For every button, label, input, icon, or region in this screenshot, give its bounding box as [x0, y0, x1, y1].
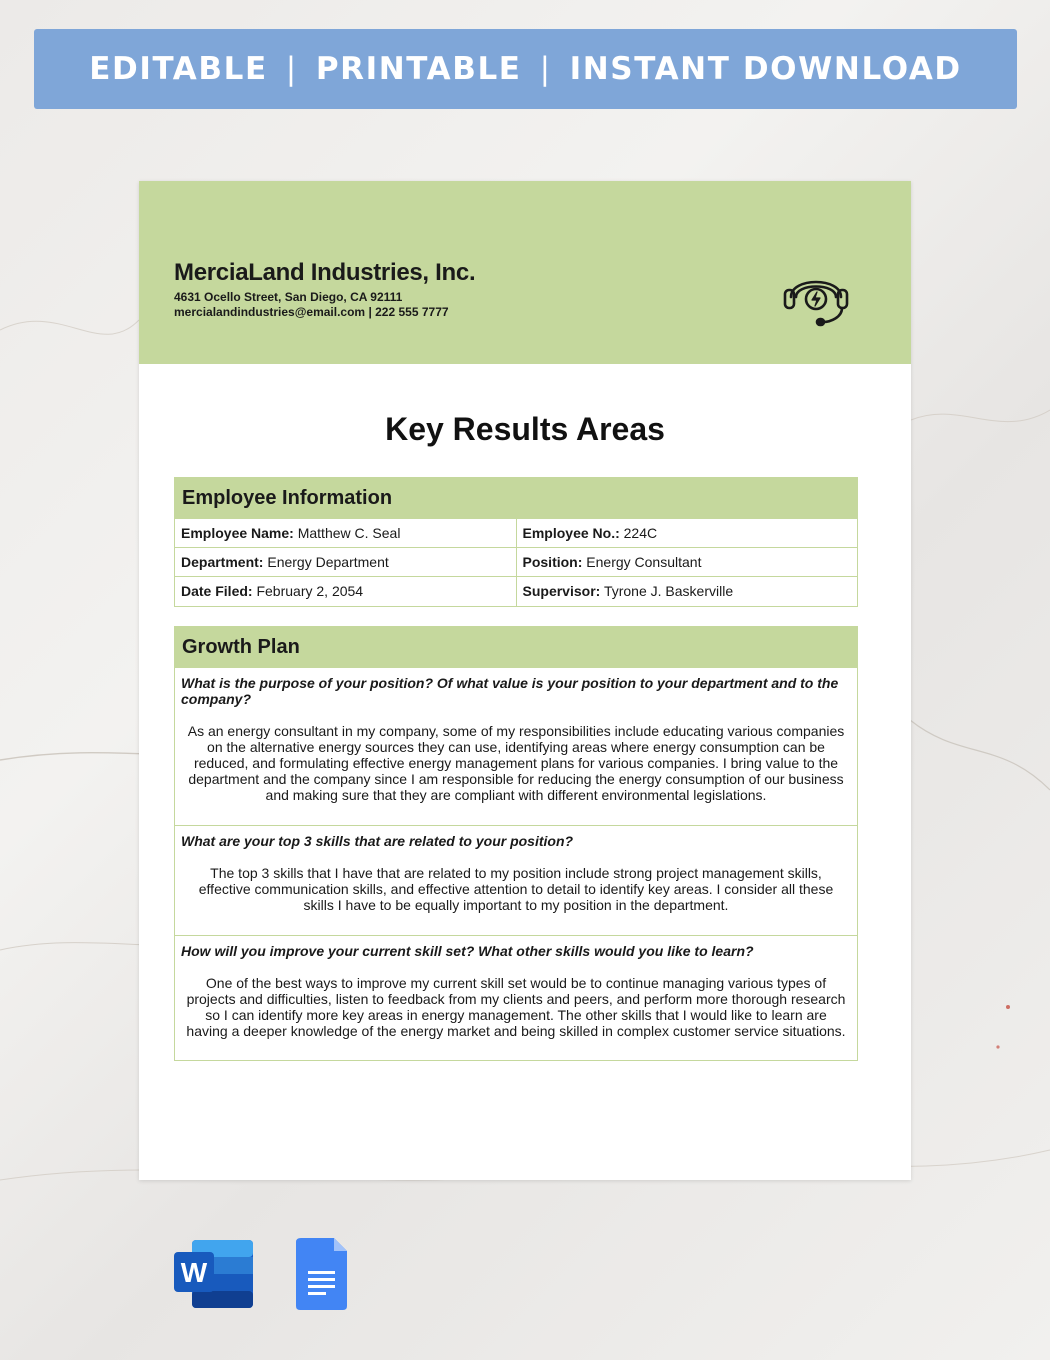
date-filed-cell: Date Filed: February 2, 2054	[175, 577, 516, 606]
google-docs-icon	[296, 1238, 347, 1310]
growth-plan-item	[175, 667, 857, 825]
employee-info-section	[174, 477, 858, 607]
employee-name-cell: Employee Name: Matthew C. Seal	[175, 519, 516, 548]
company-address: 4631 Ocello Street, San Diego, CA 92111	[174, 290, 403, 304]
growth-plan-section	[174, 626, 858, 1061]
question-text: What is the purpose of your position? Of what value is your position to your department and to the company?	[181, 675, 839, 707]
company-name: MerciaLand Industries, Inc.	[174, 259, 476, 286]
answer-text: One of the best ways to improve my current skill set would be to continue managing various types of projects and difficulties, listen to feedback from my clients and peers, and perform more thorough research so I can identify more key areas in energy management. The other skills that I would like to learn are having a deeper knowledge of the energy market and being skilled in complex customer service situations.	[186, 975, 846, 1039]
supervisor-cell: Supervisor: Tyrone J. Baskerville	[516, 577, 857, 606]
position-value: Energy Consultant	[586, 554, 702, 570]
table-row	[175, 548, 857, 577]
company-contact: mercialandindustries@email.com | 222 555 7777	[174, 305, 449, 319]
document-header	[139, 181, 911, 364]
app-icons	[174, 1238, 354, 1310]
document-title: Key Results Areas	[385, 411, 665, 447]
question-text: How will you improve your current skill set? What other skills would you like to learn?	[181, 943, 754, 959]
growth-plan-heading: Growth Plan	[175, 627, 857, 667]
promo-banner	[34, 29, 1017, 109]
date-filed-value: February 2, 2054	[256, 583, 364, 600]
microsoft-word-icon	[174, 1240, 253, 1308]
answer-text: As an energy consultant in my company, some of my responsibilities include educating various companies on the alternative energy sources they can use, identifying areas where energy consumption can be reduced, and formulating effective energy management plans for various companies. I bring value to the department and the company since I am responsible for reducing the energy consumption of our business and making sure that they are compliant with different environmental legislations.	[187, 723, 845, 803]
banner-separator: |	[539, 51, 552, 87]
supervisor-value: Tyrone J. Baskerville	[603, 583, 734, 600]
headset-energy-icon	[779, 259, 853, 333]
department-cell: Department: Energy Department	[175, 548, 516, 577]
document-page	[139, 181, 911, 1180]
employee-info-heading: Employee Information	[175, 478, 857, 518]
employee-name-value: Matthew C. Seal	[297, 525, 401, 541]
question-text: What are your top 3 skills that are related to your position?	[181, 833, 574, 849]
department-value: Energy Department	[267, 554, 389, 570]
banner-item-instant-download: INSTANT DOWNLOAD	[569, 51, 962, 87]
banner-item-editable: EDITABLE	[89, 51, 268, 87]
growth-plan-item	[175, 935, 857, 1060]
position-cell: Position: Energy Consultant	[516, 548, 857, 577]
employee-number-value: 224C	[623, 525, 658, 541]
growth-plan-item	[175, 825, 857, 935]
table-row	[175, 577, 857, 606]
table-row	[175, 519, 857, 548]
employee-number-cell: Employee No.: 224C	[516, 519, 857, 548]
answer-text: The top 3 skills that I have that are related to my position include strong project management skills, effective communication skills, and effective attention to detail to identify key areas. I consider all these skills I have to be equally important to my position in the department.	[198, 865, 834, 913]
employee-info-table	[175, 518, 857, 606]
word-icon-letter: W	[180, 1257, 208, 1288]
banner-item-printable: PRINTABLE	[315, 51, 522, 87]
banner-separator: |	[285, 51, 298, 87]
